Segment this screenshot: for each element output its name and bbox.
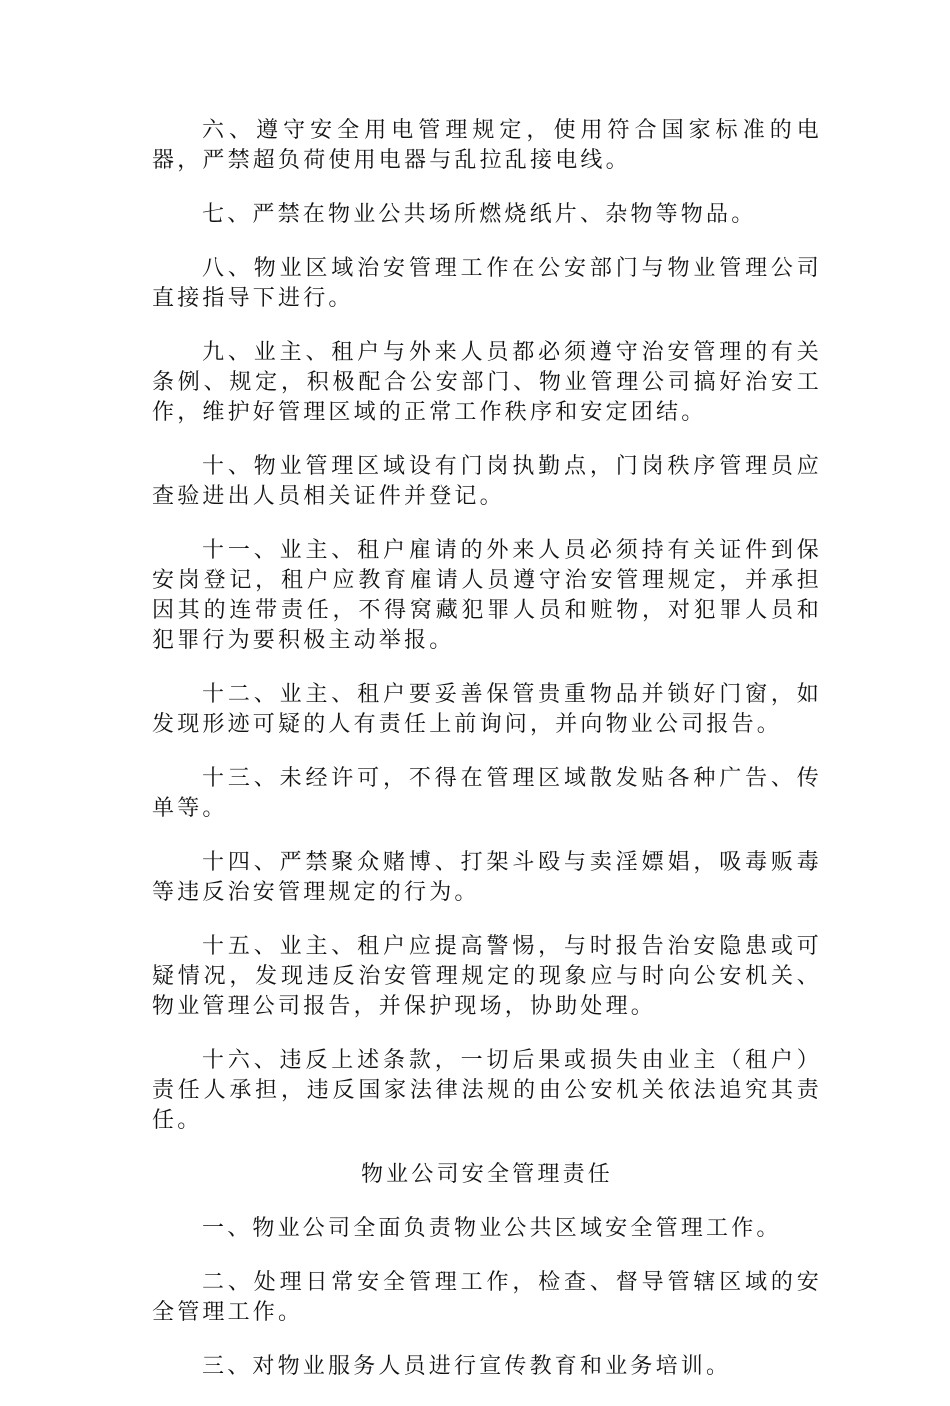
document-page [152,116,822,1406]
paragraph-10: 十、物业管理区域设有门岗执勤点，门岗秩序管理员应查验进出人员相关证件并登记。 [152,454,822,509]
paragraph-15: 十五、业主、租户应提高警惕，与时报告治安隐患或可疑情况，发现违反治安管理规定的现象应与时向公安机关、物业管理公司报告，并保护现场，协助处理。 [152,934,822,1019]
paragraph-9: 九、业主、租户与外来人员都必须遵守治安管理的有关条例、规定，积极配合公安部门、物业管理公司搞好治安工作，维护好管理区域的正常工作秩序和安定团结。 [152,340,822,425]
duty-paragraph-3: 三、对物业服务人员进行宣传教育和业务培训。 [202,1354,732,1379]
section-heading: 物业公司安全管理责任 [360,1162,613,1187]
paragraph-8: 八、物业区域治安管理工作在公安部门与物业管理公司直接指导下进行。 [152,256,822,311]
paragraph-7: 七、严禁在物业公共场所燃烧纸片、杂物等物品。 [202,202,757,227]
paragraph-6: 六、遵守安全用电管理规定，使用符合国家标准的电器，严禁超负荷使用电器与乱拉乱接电线。 [152,118,822,173]
paragraph-16: 十六、违反上述条款，一切后果或损失由业主（租户）责任人承担，违反国家法律法规的由公安机关依法追究其责任。 [152,1048,822,1133]
paragraph-13: 十三、未经许可，不得在管理区域散发贴各种广告、传单等。 [152,766,822,821]
paragraph-14: 十四、严禁聚众赌博、打架斗殴与卖淫嫖娼，吸毒贩毒等违反治安管理规定的行为。 [152,850,822,905]
duty-paragraph-2: 二、处理日常安全管理工作，检查、督导管辖区域的安全管理工作。 [152,1270,822,1325]
paragraph-11: 十一、业主、租户雇请的外来人员必须持有关证件到保安岗登记，租户应教育雇请人员遵守治安管理规定，并承担因其的连带责任，不得窝藏犯罪人员和赃物，对犯罪人员和犯罪行为要积极主动举报。 [152,538,822,653]
paragraph-12: 十二、业主、租户要妥善保管贵重物品并锁好门窗，如发现形迹可疑的人有责任上前询问，并向物业公司报告。 [152,682,822,737]
duty-paragraph-1: 一、物业公司全面负责物业公共区域安全管理工作。 [202,1216,782,1241]
